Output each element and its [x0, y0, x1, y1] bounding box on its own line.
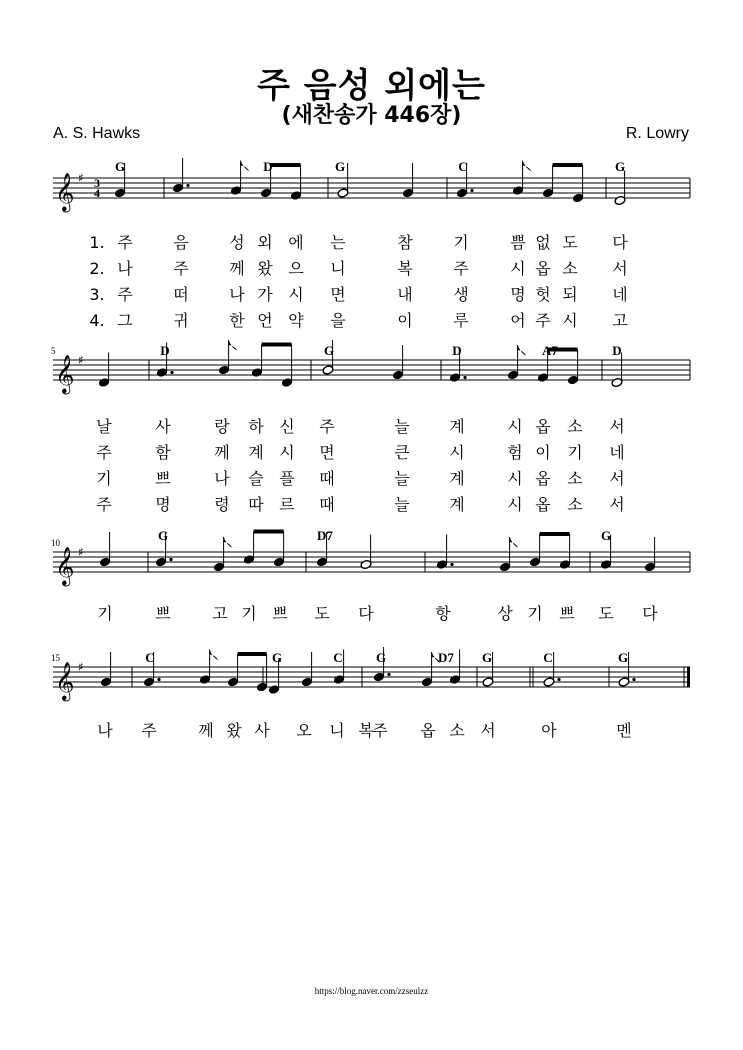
lyric-syllable: 시: [507, 495, 523, 514]
lyric-syllable: 르: [279, 495, 295, 514]
treble-clef-icon: 𝄞: [55, 354, 75, 393]
chord-symbol: C: [145, 650, 155, 665]
lyric-syllable: 4.: [89, 311, 105, 330]
chord-symbol: G: [375, 650, 387, 665]
lyric-syllable: 계: [449, 469, 465, 488]
lyric-syllable: 함: [155, 443, 171, 462]
chord-symbol: D7: [317, 528, 333, 543]
lyric-syllable: 옵: [535, 495, 551, 514]
eighth-flag: [510, 537, 519, 548]
music-system: [53, 340, 690, 395]
lyric-syllable: 늘: [394, 469, 410, 488]
lyric-syllable: 네: [612, 285, 628, 304]
chord-symbol: D: [160, 343, 170, 358]
time-signature-top: 3: [94, 176, 100, 190]
lyricist-credit: A. S. Hawks: [53, 125, 141, 142]
lyric-syllable: 기: [241, 604, 257, 623]
lyric-syllable: 이: [397, 311, 413, 330]
lyric-syllable: 고: [612, 311, 628, 330]
lyric-syllable: 께: [198, 721, 214, 740]
time-signature-bottom: 4: [94, 186, 100, 200]
lyric-syllable: 시: [510, 259, 526, 278]
lyric-syllable: 이: [535, 443, 551, 462]
lyric-syllable: 슬: [248, 469, 264, 488]
lyric-syllable: 서: [609, 417, 625, 436]
lyric-syllable: 귀: [173, 311, 189, 330]
lyric-syllable: 옵: [420, 721, 436, 740]
lyric-syllable: 소: [567, 417, 583, 436]
lyric-syllable: 쁘: [155, 469, 171, 488]
lyric-syllable: 없: [535, 233, 551, 252]
chord-symbol: C: [543, 650, 553, 665]
lyric-syllable: 네: [609, 443, 625, 462]
song-title: 주 음성 외에는: [257, 66, 486, 106]
treble-clef-icon: 𝄞: [55, 661, 75, 700]
lyric-syllable: 계: [248, 443, 264, 462]
lyric-syllable: 쁘: [155, 604, 171, 623]
augmentation-dot: [387, 673, 390, 676]
lyric-syllable: 께: [229, 259, 245, 278]
lyric-syllable: 옵: [535, 469, 551, 488]
lyric-syllable: 쁘: [559, 604, 575, 623]
lyric-syllable: 을: [330, 311, 346, 330]
lyric-syllable: 떠: [173, 285, 189, 304]
lyric-syllable: 령: [214, 495, 230, 514]
lyric-syllable: 랑: [214, 417, 230, 436]
measure-number: 10: [51, 538, 60, 548]
source-url: https://blog.naver.com/zzseulzz: [314, 986, 429, 996]
lyric-syllable: 다: [642, 604, 658, 623]
eighth-flag: [210, 650, 219, 661]
lyric-syllable: 헛: [535, 285, 551, 304]
lyric-syllable: 니: [330, 259, 346, 278]
lyric-syllable: 1.: [89, 233, 105, 252]
lyric-syllable: 주: [96, 443, 112, 462]
composer-credit: R. Lowry: [625, 125, 689, 142]
lyric-syllable: 늘: [394, 417, 410, 436]
lyric-syllable: 복: [358, 721, 374, 740]
eighth-flag: [224, 537, 233, 548]
lyric-syllable: 복: [397, 259, 413, 278]
lyric-syllable: 고: [212, 604, 228, 623]
key-signature-sharp-icon: ♯: [78, 353, 84, 367]
lyric-syllable: 옵: [535, 259, 551, 278]
chord-symbol: G: [271, 650, 283, 665]
lyric-syllable: 상: [497, 604, 513, 623]
lyric-syllable: 시: [288, 285, 304, 304]
lyric-syllable: 사: [254, 721, 270, 740]
lyric-syllable: 에: [288, 233, 304, 252]
lyric-syllable: 기: [96, 469, 112, 488]
lyric-syllable: 약: [288, 311, 304, 330]
lyric-syllable: 한: [229, 311, 245, 330]
chord-symbol: D: [452, 343, 462, 358]
lyric-syllable: 나: [214, 469, 230, 488]
lyric-syllable: 3.: [89, 285, 105, 304]
lyric-syllable: 험: [507, 443, 523, 462]
lyric-syllable: 도: [314, 604, 330, 623]
lyric-syllable: 따: [248, 495, 264, 514]
chord-symbol: G: [334, 159, 346, 174]
lyric-syllable: 주: [141, 721, 157, 740]
lyric-syllable: 성: [229, 233, 245, 252]
eighth-flag: [523, 161, 532, 172]
lyric-syllable: 플: [279, 469, 295, 488]
chord-symbol: D7: [438, 650, 454, 665]
lyric-syllable: 서: [609, 469, 625, 488]
lyric-syllable: 계: [449, 417, 465, 436]
chord-symbol: D: [263, 159, 273, 174]
chord-symbol: A7: [542, 343, 558, 358]
chord-symbol: D: [612, 343, 622, 358]
eighth-flag: [241, 161, 250, 172]
lyric-syllable: 아: [541, 721, 557, 740]
lyric-syllable: 주: [319, 417, 335, 436]
lyric-syllable: 계: [449, 495, 465, 514]
lyric-syllable: 서: [480, 721, 496, 740]
lyric-syllable: 주: [117, 233, 133, 252]
lyric-syllable: 나: [97, 721, 113, 740]
lyric-syllable: 루: [453, 311, 469, 330]
lyric-syllable: 다: [612, 233, 628, 252]
lyric-syllable: 소: [567, 495, 583, 514]
music-system: [53, 532, 690, 588]
lyric-syllable: 음: [173, 233, 189, 252]
augmentation-dot: [557, 678, 560, 681]
lyric-syllable: 외: [257, 233, 273, 252]
lyric-syllable: 다: [358, 604, 374, 623]
chord-symbol: G: [481, 650, 493, 665]
lyric-syllable: 명: [510, 285, 526, 304]
lyric-syllable: 날: [96, 417, 112, 436]
lyric-syllable: 기: [453, 233, 469, 252]
augmentation-dot: [470, 189, 473, 192]
lyric-syllable: 소: [449, 721, 465, 740]
lyric-syllable: 주: [173, 259, 189, 278]
final-bar-line: [687, 667, 690, 687]
lyric-syllable: 도: [562, 233, 578, 252]
lyric-syllable: 사: [155, 417, 171, 436]
lyric-syllable: 시: [449, 443, 465, 462]
augmentation-dot: [463, 376, 466, 379]
lyric-syllable: 주: [372, 721, 388, 740]
chord-symbol: G: [600, 528, 612, 543]
lyric-syllable: 2.: [89, 259, 105, 278]
eighth-flag: [518, 345, 527, 356]
music-system: [53, 158, 690, 213]
lyric-syllable: 쁘: [272, 604, 288, 623]
lyric-syllable: 주: [453, 259, 469, 278]
lyric-syllable: 되: [562, 285, 578, 304]
lyric-syllable: 명: [155, 495, 171, 514]
chord-symbol: G: [323, 343, 335, 358]
lyric-syllable: 주: [535, 311, 551, 330]
lyric-syllable: 생: [453, 285, 469, 304]
lyric-syllable: 언: [257, 311, 273, 330]
lyric-syllable: 서: [612, 259, 628, 278]
lyric-syllable: 옵: [535, 417, 551, 436]
lyric-syllable: 주: [117, 285, 133, 304]
lyric-syllable: 때: [319, 495, 335, 514]
key-signature-sharp-icon: ♯: [78, 171, 84, 185]
lyric-syllable: 멘: [616, 721, 632, 740]
lyric-syllable: 참: [397, 233, 413, 252]
lyric-syllable: 그: [117, 311, 133, 330]
lyric-syllable: 도: [598, 604, 614, 623]
key-signature-sharp-icon: ♯: [78, 545, 84, 559]
treble-clef-icon: 𝄞: [55, 546, 75, 585]
augmentation-dot: [169, 558, 172, 561]
chord-symbol: G: [617, 650, 629, 665]
eighth-flag: [229, 340, 238, 351]
chord-symbol: C: [333, 650, 343, 665]
lyric-syllable: 신: [279, 417, 295, 436]
chord-symbol: G: [614, 159, 626, 174]
lyric-syllable: 는: [330, 233, 346, 252]
lyric-syllable: 늘: [394, 495, 410, 514]
lyric-syllable: 시: [507, 417, 523, 436]
lyric-syllable: 때: [319, 469, 335, 488]
lyric-syllable: 소: [562, 259, 578, 278]
lyric-syllable: 시: [279, 443, 295, 462]
chord-symbol: G: [114, 159, 126, 174]
lyric-syllable: 기: [97, 604, 113, 623]
lyric-syllable: 께: [214, 443, 230, 462]
lyric-syllable: 소: [567, 469, 583, 488]
lyric-syllable: 면: [330, 285, 346, 304]
lyric-syllable: 니: [329, 721, 345, 740]
lyric-syllable: 왔: [257, 259, 273, 278]
lyric-syllable: 하: [248, 417, 264, 436]
lyric-syllable: 어: [510, 311, 526, 330]
augmentation-dot: [157, 678, 160, 681]
lyric-syllable: 내: [397, 285, 413, 304]
key-signature-sharp-icon: ♯: [78, 660, 84, 674]
augmentation-dot: [632, 678, 635, 681]
hymn-number-subtitle: (새찬송가 446장): [281, 103, 462, 128]
lyric-syllable: 기: [527, 604, 543, 623]
chord-symbol: C: [458, 159, 468, 174]
lyric-syllable: 가: [257, 285, 273, 304]
measure-number: 15: [51, 653, 60, 663]
lyric-syllable: 시: [562, 311, 578, 330]
lyric-syllable: 기: [567, 443, 583, 462]
treble-clef-icon: 𝄞: [55, 172, 75, 211]
lyric-syllable: 서: [609, 495, 625, 514]
lyric-syllable: 오: [296, 721, 312, 740]
lyric-syllable: 왔: [226, 721, 242, 740]
lyric-syllable: 주: [96, 495, 112, 514]
lyric-syllable: 항: [435, 604, 451, 623]
lyric-syllable: 나: [229, 285, 245, 304]
augmentation-dot: [170, 371, 173, 374]
lyric-syllable: 큰: [394, 443, 410, 462]
lyric-syllable: 으: [288, 259, 304, 278]
lyric-syllable: 면: [319, 443, 335, 462]
chord-symbol: G: [157, 528, 169, 543]
measure-number: 5: [51, 346, 56, 356]
lyric-syllable: 시: [507, 469, 523, 488]
augmentation-dot: [186, 184, 189, 187]
augmentation-dot: [450, 563, 453, 566]
lyric-syllable: 나: [117, 259, 133, 278]
lyric-syllable: 쁨: [510, 233, 526, 252]
